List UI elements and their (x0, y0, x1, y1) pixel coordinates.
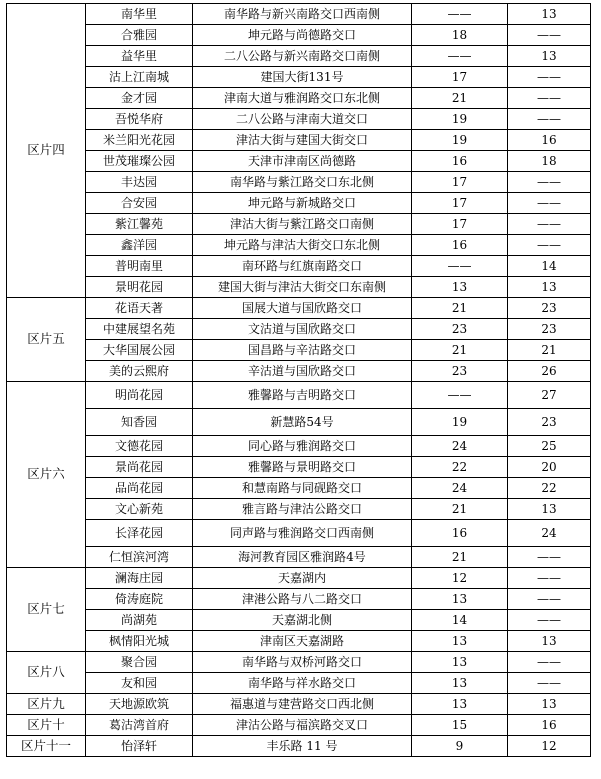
value-cell-a: 23 (412, 361, 508, 382)
value-cell-b: —— (508, 67, 591, 88)
value-cell-a: 13 (412, 652, 508, 673)
community-cell: 澜海庄园 (86, 568, 193, 589)
table-row (7, 193, 591, 214)
address-cell: 坤元路与新城路交口 (193, 193, 412, 214)
community-cell: 世茂璀璨公园 (86, 151, 193, 172)
value-cell-a: 9 (412, 736, 508, 757)
value-cell-b: 13 (508, 4, 591, 25)
community-cell: 益华里 (86, 46, 193, 67)
value-cell-b: —— (508, 652, 591, 673)
value-cell-a: 19 (412, 409, 508, 436)
value-cell-b: —— (508, 25, 591, 46)
address-cell: 天嘉湖内 (193, 568, 412, 589)
table-row (7, 130, 591, 151)
address-cell: 雅言路与津沽公路交口 (193, 499, 412, 520)
community-cell: 米兰阳光花园 (86, 130, 193, 151)
value-cell-a: —— (412, 256, 508, 277)
table-row (7, 340, 591, 361)
address-cell: 文沽道与国欣路交口 (193, 319, 412, 340)
address-cell: 二八公路与新兴南路交口南侧 (193, 46, 412, 67)
housing-table (6, 3, 591, 757)
table-row (7, 694, 591, 715)
address-cell: 津沽公路与福滨路交叉口 (193, 715, 412, 736)
address-cell: 津港公路与八二路交口 (193, 589, 412, 610)
address-cell: 坤元路与津沽大街交口东北侧 (193, 235, 412, 256)
value-cell-a: 23 (412, 319, 508, 340)
table-row (7, 715, 591, 736)
value-cell-b: 23 (508, 298, 591, 319)
address-cell: 雅馨路与吉明路交口 (193, 382, 412, 409)
address-cell: 同心路与雅润路交口 (193, 436, 412, 457)
address-cell: 二八公路与津南大道交口 (193, 109, 412, 130)
district-cell: 区片七 (7, 568, 86, 652)
value-cell-a: 21 (412, 547, 508, 568)
value-cell-b: 13 (508, 694, 591, 715)
community-cell: 大华国展公园 (86, 340, 193, 361)
value-cell-b: 27 (508, 382, 591, 409)
value-cell-a: 13 (412, 589, 508, 610)
value-cell-a: —— (412, 382, 508, 409)
value-cell-a: 17 (412, 67, 508, 88)
value-cell-a: 16 (412, 151, 508, 172)
value-cell-a: 18 (412, 25, 508, 46)
value-cell-b: —— (508, 172, 591, 193)
housing-table-body (7, 4, 591, 757)
community-cell: 美的云熙府 (86, 361, 193, 382)
table-row (7, 109, 591, 130)
table-row (7, 235, 591, 256)
community-cell: 花语天著 (86, 298, 193, 319)
table-row (7, 631, 591, 652)
address-cell: 津沽大街与建国大街交口 (193, 130, 412, 151)
table-row (7, 361, 591, 382)
value-cell-b: 13 (508, 46, 591, 67)
table-row (7, 277, 591, 298)
community-cell: 景尚花园 (86, 457, 193, 478)
value-cell-a: 24 (412, 436, 508, 457)
community-cell: 沽上江南城 (86, 67, 193, 88)
value-cell-a: 21 (412, 298, 508, 319)
value-cell-b: —— (508, 88, 591, 109)
value-cell-b: 26 (508, 361, 591, 382)
value-cell-a: 17 (412, 214, 508, 235)
district-cell: 区片六 (7, 382, 86, 568)
address-cell: 建国大街与津沽大街交口东南侧 (193, 277, 412, 298)
table-row (7, 46, 591, 67)
district-cell: 区片九 (7, 694, 86, 715)
value-cell-b: 14 (508, 256, 591, 277)
table-row (7, 499, 591, 520)
value-cell-a: 21 (412, 88, 508, 109)
table-row (7, 547, 591, 568)
address-cell: 国展大道与国欣路交口 (193, 298, 412, 319)
community-cell: 仁恒滨河湾 (86, 547, 193, 568)
community-cell: 葛沽湾首府 (86, 715, 193, 736)
address-cell: 福惠道与建营路交口西北侧 (193, 694, 412, 715)
value-cell-a: 21 (412, 499, 508, 520)
value-cell-b: 23 (508, 409, 591, 436)
value-cell-b: —— (508, 610, 591, 631)
value-cell-b: 13 (508, 277, 591, 298)
table-row (7, 409, 591, 436)
value-cell-b: 25 (508, 436, 591, 457)
value-cell-b: 13 (508, 631, 591, 652)
table-row (7, 4, 591, 25)
community-cell: 友和园 (86, 673, 193, 694)
address-cell: 海河教育园区雅润路4号 (193, 547, 412, 568)
table-row (7, 520, 591, 547)
address-cell: 南华路与双桥河路交口 (193, 652, 412, 673)
value-cell-a: 13 (412, 277, 508, 298)
table-row (7, 736, 591, 757)
address-cell: 坤元路与尚德路交口 (193, 25, 412, 46)
table-row (7, 172, 591, 193)
community-cell: 中建展望名苑 (86, 319, 193, 340)
value-cell-a: 17 (412, 193, 508, 214)
district-cell: 区片八 (7, 652, 86, 694)
value-cell-a: 12 (412, 568, 508, 589)
value-cell-a: —— (412, 4, 508, 25)
table-row (7, 256, 591, 277)
value-cell-a: 16 (412, 520, 508, 547)
address-cell: 南华路与祥水路交口 (193, 673, 412, 694)
table-row (7, 319, 591, 340)
value-cell-a: 24 (412, 478, 508, 499)
address-cell: 国昌路与辛沽路交口 (193, 340, 412, 361)
value-cell-a: 17 (412, 172, 508, 193)
value-cell-a: 21 (412, 340, 508, 361)
table-row (7, 88, 591, 109)
community-cell: 聚合园 (86, 652, 193, 673)
address-cell: 南华路与新兴南路交口西南侧 (193, 4, 412, 25)
community-cell: 吾悦华府 (86, 109, 193, 130)
address-cell: 津南区天嘉湖路 (193, 631, 412, 652)
community-cell: 品尚花园 (86, 478, 193, 499)
value-cell-b: —— (508, 214, 591, 235)
value-cell-b: —— (508, 193, 591, 214)
community-cell: 文德花园 (86, 436, 193, 457)
value-cell-a: 13 (412, 631, 508, 652)
address-cell: 辛沽道与国欣路交口 (193, 361, 412, 382)
community-cell: 文心新苑 (86, 499, 193, 520)
district-cell: 区片十一 (7, 736, 86, 757)
value-cell-b: 22 (508, 478, 591, 499)
value-cell-b: 12 (508, 736, 591, 757)
value-cell-a: —— (412, 46, 508, 67)
community-cell: 鑫洋园 (86, 235, 193, 256)
address-cell: 南环路与红旗南路交口 (193, 256, 412, 277)
table-row (7, 298, 591, 319)
address-cell: 津沽大街与紫江路交口南侧 (193, 214, 412, 235)
value-cell-b: —— (508, 109, 591, 130)
community-cell: 怡泽轩 (86, 736, 193, 757)
value-cell-a: 19 (412, 130, 508, 151)
address-cell: 建国大街131号 (193, 67, 412, 88)
address-cell: 丰乐路 11 号 (193, 736, 412, 757)
value-cell-b: 13 (508, 499, 591, 520)
table-row (7, 478, 591, 499)
table-row (7, 67, 591, 88)
address-cell: 雅馨路与景明路交口 (193, 457, 412, 478)
table-row (7, 25, 591, 46)
table-row (7, 457, 591, 478)
district-cell: 区片四 (7, 4, 86, 298)
community-cell: 合安园 (86, 193, 193, 214)
district-cell: 区片五 (7, 298, 86, 382)
value-cell-b: —— (508, 235, 591, 256)
value-cell-b: —— (508, 589, 591, 610)
community-cell: 长泽花园 (86, 520, 193, 547)
district-cell: 区片十 (7, 715, 86, 736)
table-row (7, 673, 591, 694)
value-cell-a: 22 (412, 457, 508, 478)
table-row (7, 568, 591, 589)
address-cell: 天津市津南区尚德路 (193, 151, 412, 172)
address-cell: 同声路与雅润路交口西南侧 (193, 520, 412, 547)
table-row (7, 436, 591, 457)
address-cell: 天嘉湖北侧 (193, 610, 412, 631)
community-cell: 紫江馨苑 (86, 214, 193, 235)
community-cell: 金才园 (86, 88, 193, 109)
value-cell-a: 13 (412, 694, 508, 715)
value-cell-a: 16 (412, 235, 508, 256)
table-row (7, 151, 591, 172)
value-cell-b: 23 (508, 319, 591, 340)
table-row (7, 382, 591, 409)
address-cell: 南华路与紫江路交口东北侧 (193, 172, 412, 193)
table-row (7, 610, 591, 631)
value-cell-b: 18 (508, 151, 591, 172)
community-cell: 明尚花园 (86, 382, 193, 409)
community-cell: 南华里 (86, 4, 193, 25)
value-cell-b: —— (508, 673, 591, 694)
value-cell-b: 21 (508, 340, 591, 361)
table-row (7, 652, 591, 673)
address-cell: 和慧南路与同砚路交口 (193, 478, 412, 499)
value-cell-b: —— (508, 547, 591, 568)
community-cell: 倚涛庭院 (86, 589, 193, 610)
community-cell: 枫情阳光城 (86, 631, 193, 652)
community-cell: 尚湖苑 (86, 610, 193, 631)
value-cell-b: 16 (508, 715, 591, 736)
community-cell: 知香园 (86, 409, 193, 436)
value-cell-b: —— (508, 568, 591, 589)
value-cell-a: 15 (412, 715, 508, 736)
value-cell-b: 16 (508, 130, 591, 151)
address-cell: 新慧路54号 (193, 409, 412, 436)
community-cell: 景明花园 (86, 277, 193, 298)
value-cell-b: 24 (508, 520, 591, 547)
community-cell: 天地源欧筑 (86, 694, 193, 715)
value-cell-b: 20 (508, 457, 591, 478)
address-cell: 津南大道与雅润路交口东北侧 (193, 88, 412, 109)
value-cell-a: 14 (412, 610, 508, 631)
table-row (7, 214, 591, 235)
value-cell-a: 19 (412, 109, 508, 130)
community-cell: 合雅园 (86, 25, 193, 46)
table-row (7, 589, 591, 610)
community-cell: 丰达园 (86, 172, 193, 193)
community-cell: 普明南里 (86, 256, 193, 277)
value-cell-a: 13 (412, 673, 508, 694)
